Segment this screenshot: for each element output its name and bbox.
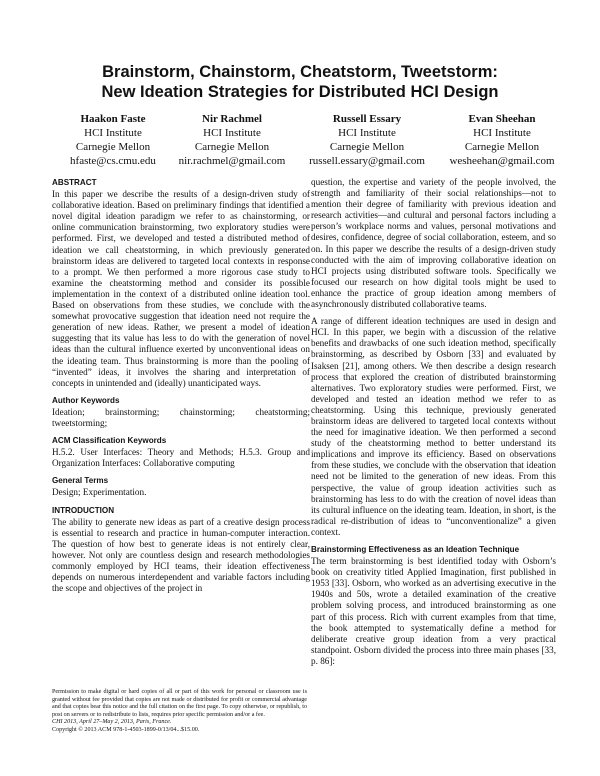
- left-column: [52, 177, 310, 600]
- author-affiliation: HCI Institute: [338, 127, 396, 139]
- permission-notice: Permission to make digital or hard copies of all or part of this work for personal or classroom use is granted without fee provided that copies are not made or distributed for profit or commercial advantage and that copies bear this notice and the full citation on the first page. To copy otherwise, or republish, to post on servers or to redistribute to lists, requires prior specific permission and/or a fee.: [52, 689, 307, 718]
- keywords-heading: Author Keywords: [52, 395, 120, 405]
- brainstorming-text: The term brainstorming is best identified today with Osborn’s book on creativity titled Applied Imagination, first published in 1953 [33]. Osborn, who worked as an advertising executive in the 1940s and 50s, wrote a detailed examination of the creative problem solving process, and introduced brainstorming as one part of this process. Rich with current examples from that time, the book attempted to systematically define a method for deliberate creative group ideation from a very practical standpoint. Osborn divided the process into three main phases [33, p. 86]:: [311, 556, 556, 666]
- title-line-1: Brainstorm, Chainstorm, Cheatstorm, Tweetstorm:: [102, 63, 498, 81]
- author-affiliation: HCI Institute: [203, 127, 261, 139]
- copyright-line: Copyright © 2013 ACM 978-1-4503-1899-0/13/04...$15.00.: [52, 726, 200, 733]
- terms-heading: General Terms: [52, 476, 109, 486]
- intro-paragraph-2: A range of different ideation techniques are used in design and HCI. In this paper, we begin with a discussion of the relative benefits and drawbacks of one such ideation method, specifically brainstorming, as described by Osborn [33] and evaluated by Isaksen [21], among others. We then describe a design research process that explored the creation of distributed brainstorming alternatives. Two exploratory studies were performed. First, we developed and tested an ideation method we refer to as cheatstorming. Using this technique, previously generated brainstorm ideas are delivered to targeted local contexts without the need for imaginative ideation. We then performed a second study of the cheatstorming method to better understand its implications and improve its efficiency. Based on observations from these studies, we conclude with the observation that ideation need not be limited to the generation of new ideas. From this perspective, the value of group ideation activities such as brainstorming has less to do with the creation of novel ideas than its cultural influence on the ideating team. Ideation, in short, is the radical re-distribution of ideas to “unconventionalize” a given context.: [311, 316, 556, 537]
- paper-title: [0, 62, 600, 102]
- intro-heading: INTRODUCTION: [52, 505, 115, 515]
- intro-continued: question, the expertise and variety of the people involved, the strength and familiarity of their social relationships—not to mention their degree of familiarity with previous ideation and research activities—and cultural and personal factors including a person’s workplace norms and values, personal motivations and desires, confidence, degree of social collaboration, esteem, and so on. In this paper we describe the results of a design-driven study conducted with the aim of improving collaborative ideation on HCI projects using distributed software tools. Specifically we focused our research on how digital tools might be used to enhance the practice of group ideation among members of asynchronously distributed collaborative teams.: [311, 177, 556, 310]
- author-3: [292, 112, 442, 168]
- author-email: hfaste@cs.cmu.edu: [70, 155, 156, 167]
- author-name: Russell Essary: [332, 113, 402, 125]
- author-name: Nir Rachmel: [202, 113, 262, 125]
- acm-text: H.5.2. User Interfaces: Theory and Methods; H.5.3. Group and Organization Interfaces: Collaborative computing: [52, 447, 310, 469]
- author-4: [427, 112, 577, 168]
- author-affiliation: HCI Institute: [473, 127, 531, 139]
- author-2: [157, 112, 307, 168]
- abstract-heading: ABSTRACT: [52, 178, 97, 187]
- author-organization: Carnegie Mellon: [329, 141, 405, 153]
- author-organization: Carnegie Mellon: [75, 141, 151, 153]
- author-organization: Carnegie Mellon: [194, 141, 270, 153]
- author-email: russell.essary@gmail.com: [309, 155, 425, 167]
- conference-line: CHI 2013, April 27–May 2, 2013, Paris, France.: [52, 719, 172, 726]
- brainstorming-heading: Brainstorming Effectiveness as an Ideation Technique: [311, 545, 520, 554]
- title-line-2: New Ideation Strategies for Distributed HCI Design: [101, 83, 499, 101]
- abstract-text: In this paper we describe the results of a design-driven study of collaborative ideation. Based on preliminary findings that identified a novel digital ideation paradigm we refer to as chainstorming, or online communication brainstorming, two exploratory studies were performed. First, we developed and tested a distributed method of ideation we call cheatstorming, in which previously generated brainstorm ideas are delivered to targeted local contexts in response to a prompt. We then performed a more rigorous case study to examine the cheatstorming method and consider its possible implementation in the context of a distributed online ideation tool. Based on observations from these studies, we conclude with the somewhat provocative suggestion that ideation need not require the generation of new ideas. Rather, we present a model of ideation suggesting that its value has less to do with the generation of novel ideas than the cultural influence exerted by unconventional ideas on the ideating team. Thus brainstorming is more than the pooling of “invented” ideas, it involves the sharing and interpretation of concepts in unintended and (ideally) unanticipated ways.: [52, 189, 310, 388]
- copyright-footer: [52, 689, 307, 735]
- author-organization: Carnegie Mellon: [464, 141, 540, 153]
- author-email: nir.rachmel@gmail.com: [178, 155, 286, 167]
- author-name: Evan Sheehan: [468, 113, 536, 125]
- terms-text: Design; Experimentation.: [52, 487, 147, 498]
- author-affiliation: HCI Institute: [84, 127, 142, 139]
- intro-text: The ability to generate new ideas as part of a creative design process is essential to research and practice in human-computer interaction. The question of how best to generate ideas is not entirely clear, however. Not only are countless design and research methodologies commonly employed by HCI teams, their ideation effectiveness depends on numerous interdependent and variable factors including the scope and objectives of the project in: [52, 516, 310, 594]
- author-name: Haakon Faste: [80, 113, 146, 125]
- author-email: wesheehan@gmail.com: [449, 155, 555, 167]
- acm-heading: ACM Classification Keywords: [52, 436, 167, 446]
- right-column: [311, 177, 556, 673]
- keywords-text: Ideation; brainstorming; chainstorming; cheatstorming; tweetstorming;: [52, 406, 310, 428]
